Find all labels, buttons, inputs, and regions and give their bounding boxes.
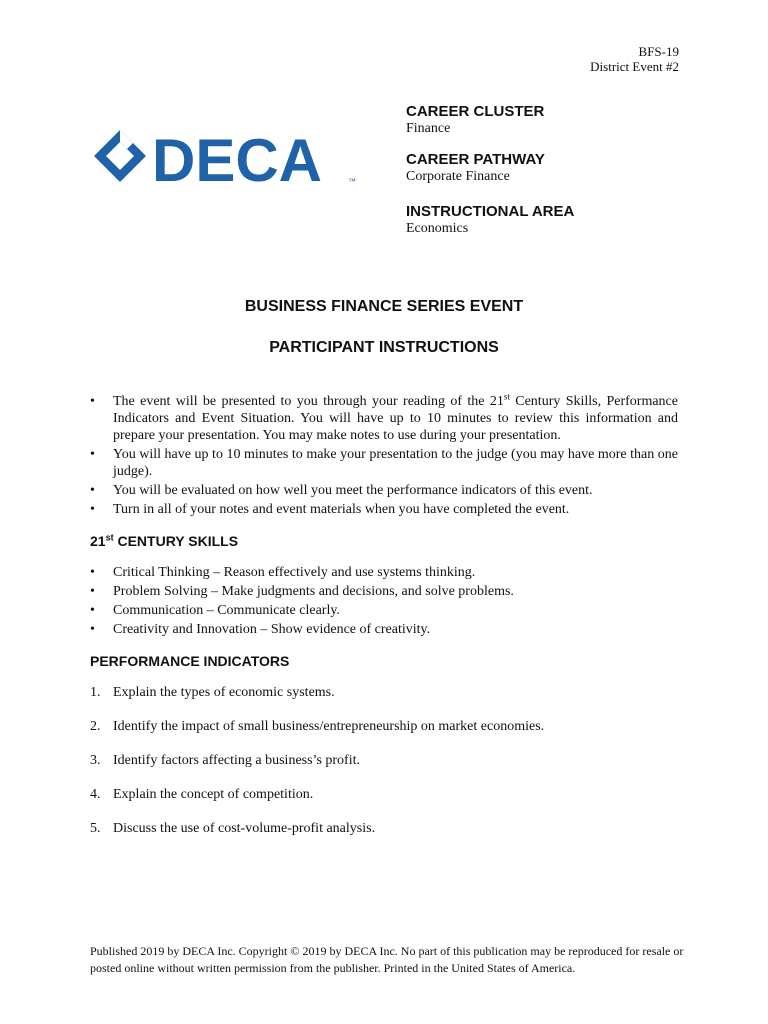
career-pathway-value: Corporate Finance (406, 169, 510, 184)
career-cluster-value: Finance (406, 121, 451, 136)
district-event: District Event #2 (590, 59, 679, 74)
document-code: BFS-19 (638, 44, 679, 59)
instructional-area-value: Economics (406, 221, 469, 236)
instructional-area (406, 203, 686, 237)
copyright-footer: Published 2019 by DECA Inc. Copyright © 2019 by DECA Inc. No part of this publication may be reproduced for resale or posted online without written permission from the publisher. Printed in the United States of America. (90, 944, 684, 975)
career-pathway (406, 151, 686, 185)
instruction-item: • You will have up to 10 minutes to make your presentation to the judge (you may have more than one judge). (90, 446, 678, 480)
deca-diamond-icon (94, 130, 146, 182)
skill-item: • Communication – Communicate clearly. (90, 602, 678, 619)
century-skills-heading: 21st CENTURY SKILLS (90, 532, 239, 549)
indicator-item: 4. Explain the concept of competition. (90, 787, 314, 802)
performance-indicators-list (90, 684, 678, 837)
indicator-item: 1. Explain the types of economic systems. (90, 685, 335, 700)
career-cluster-label: CAREER CLUSTER (406, 103, 545, 120)
indicator-item: 2. Identify the impact of small business/entrepreneurship on market economies. (90, 719, 545, 734)
instruction-item: • Turn in all of your notes and event materials when you have completed the event. (90, 501, 678, 518)
deca-logo (92, 128, 364, 192)
logo-trademark: ™ (348, 177, 356, 186)
document-body (90, 393, 678, 854)
instruction-item: • The event will be presented to you through your reading of the 21st Century Skills, Performance Indicators and Event Situation. You will have up to 10 minutes to review this information and prepare your presentation. You may make notes to use during your presentation. (90, 393, 678, 444)
event-title: BUSINESS FINANCE SERIES EVENT (244, 298, 524, 315)
document-reference (590, 44, 679, 74)
skill-item: • Problem Solving – Make judgments and decisions, and solve problems. (90, 583, 678, 600)
career-cluster (406, 103, 686, 137)
event-metadata (406, 103, 686, 251)
instructions-title: PARTICIPANT INSTRUCTIONS (269, 339, 499, 356)
instruction-item: • You will be evaluated on how well you meet the performance indicators of this event. (90, 482, 678, 499)
logo-wordmark: DECA (152, 128, 323, 192)
participant-instructions-list (90, 393, 678, 518)
instructional-area-label: INSTRUCTIONAL AREA (406, 203, 575, 220)
performance-indicators-heading: PERFORMANCE INDICATORS (90, 653, 290, 669)
career-pathway-label: CAREER PATHWAY (406, 151, 545, 168)
skill-item: • Creativity and Innovation – Show evidence of creativity. (90, 621, 678, 638)
skill-item: • Critical Thinking – Reason effectively and use systems thinking. (90, 564, 678, 581)
indicator-item: 3. Identify factors affecting a business’s profit. (90, 753, 361, 768)
century-skills-list (90, 564, 678, 638)
indicator-item: 5. Discuss the use of cost-volume-profit analysis. (90, 821, 376, 836)
